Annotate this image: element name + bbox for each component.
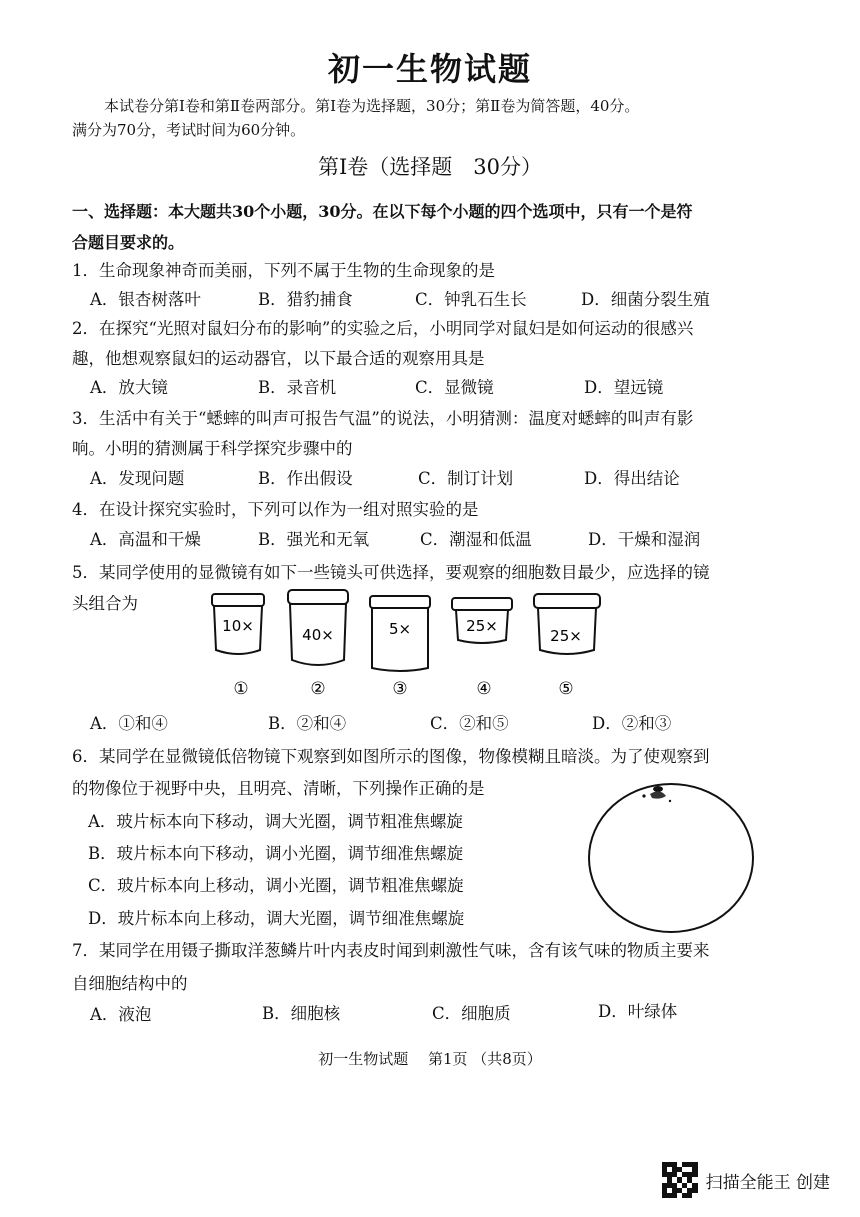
question-6-stem-1: 6．某同学在显微镜低倍物镜下观察到如图所示的图像，物像模糊且暗淡。为了使观察到: [72, 747, 710, 766]
lens-1-num: ①: [233, 679, 249, 699]
q7-option-b: B．细胞核: [262, 1004, 341, 1023]
scanner-watermark: [662, 1162, 830, 1198]
lens-figure: [200, 584, 620, 704]
qr-code-icon: [662, 1162, 698, 1198]
q2-option-d: D．望远镜: [584, 378, 664, 397]
q1-option-c: C．钟乳石生长: [415, 290, 527, 309]
q3-option-c: C．制订计划: [418, 469, 514, 488]
q3-option-d: D．得出结论: [584, 469, 680, 488]
q7-option-a: A．液泡: [90, 1005, 152, 1024]
q6-option-c: C．玻片标本向上移动，调小光圈，调节粗准焦螺旋: [88, 876, 464, 895]
question-1-stem: 1．生命现象神奇而美丽，下列不属于生物的生命现象的是: [72, 261, 495, 280]
question-7-stem-1: 7．某同学在用镊子撕取洋葱鳞片叶内表皮时闻到刺激性气味，含有该气味的物质主要来: [72, 941, 710, 960]
intro-line-1: 本试卷分第Ⅰ卷和第Ⅱ卷两部分。第Ⅰ卷为选择题，30分；第Ⅱ卷为简答题，40分。: [104, 97, 640, 115]
page-title: 初一生物试题: [327, 50, 532, 88]
q1-option-d: D．细菌分裂生殖: [581, 290, 710, 309]
lens-3-mag: 5×: [388, 620, 412, 638]
lens-5-num: ⑤: [558, 679, 574, 699]
q3-option-a: A．发现问题: [90, 469, 185, 488]
q5-option-b: B．②和④: [268, 714, 347, 733]
q6-option-d: D．玻片标本向上移动，调大光圈，调节细准焦螺旋: [88, 909, 465, 928]
question-6-stem-2: 的物像位于视野中央，且明亮、清晰，下列操作正确的是: [72, 779, 485, 798]
lens-4-mag: 25×: [466, 617, 498, 635]
lens-5-mag: 25×: [550, 627, 582, 645]
lens-4: [452, 598, 512, 699]
q5-option-a: A．①和④: [90, 714, 168, 733]
q1-option-b: B．猎豹捕食: [258, 290, 353, 309]
q2-option-b: B．录音机: [258, 378, 337, 397]
lens-2-mag: 40×: [302, 626, 334, 644]
q6-option-b: B．玻片标本向下移动，调小光圈，调节细准焦螺旋: [88, 844, 464, 863]
lens-3-num: ③: [392, 679, 408, 699]
lens-2-num: ②: [310, 679, 326, 699]
lens-3: [370, 596, 430, 699]
lens-4-num: ④: [476, 679, 492, 699]
q3-option-b: B．作出假设: [258, 469, 353, 488]
q1-option-a: A．银杏树落叶: [90, 290, 201, 309]
q6-option-a: A．玻片标本向下移动，调大光圈，调节粗准焦螺旋: [88, 812, 463, 831]
question-3-stem-2: 响。小明的猜测属于科学探究步骤中的: [72, 439, 353, 458]
section-title: 第Ⅰ卷（选择题 30分）: [317, 155, 543, 179]
question-5-stem-2: 头组合为: [72, 594, 138, 613]
q4-option-c: C．潮湿和低温: [420, 530, 532, 549]
lens-2: [288, 590, 348, 699]
question-7-stem-2: 自细胞结构中的: [72, 974, 188, 993]
question-3-stem-1: 3．生活中有关于“蟋蟀的叫声可报告气温”的说法，小明猜测：温度对蟋蟀的叫声有影: [72, 409, 694, 428]
lens-1-mag: 10×: [222, 617, 254, 635]
q4-option-b: B．强光和无氧: [258, 530, 370, 549]
watermark-text: 扫描全能王 创建: [705, 1172, 830, 1193]
question-5-stem-1: 5．某同学使用的显微镜有如下一些镜头可供选择，要观察的细胞数目最少，应选择的镜: [72, 563, 710, 582]
intro-line-2: 满分为70分，考试时间为60分钟。: [72, 121, 306, 139]
q5-option-c: C．②和⑤: [430, 714, 509, 733]
q7-option-d: D．叶绿体: [598, 1002, 678, 1021]
lens-1: [212, 594, 264, 699]
question-2-stem-2: 趣，他想观察鼠妇的运动器官，以下最合适的观察用具是: [72, 349, 485, 368]
question-4-stem: 4．在设计探究实验时，下列可以作为一组对照实验的是: [72, 500, 479, 519]
q4-option-a: A．高温和干燥: [90, 530, 201, 549]
q4-option-d: D．干燥和湿润: [588, 530, 701, 549]
part-heading-line-2: 合题目要求的。: [72, 233, 185, 252]
question-2-stem-1: 2．在探究“光照对鼠妇分布的影响”的实验之后，小明同学对鼠妇是如何运动的很感兴: [72, 319, 694, 338]
q2-option-a: A．放大镜: [90, 378, 168, 397]
q5-option-d: D．②和③: [592, 714, 672, 733]
q2-option-c: C．显微镜: [415, 378, 494, 397]
q7-option-c: C．细胞质: [432, 1004, 511, 1023]
part-heading-line-1: 一、选择题：本大题共30个小题，30分。在以下每个小题的四个选项中，只有一个是符: [72, 202, 693, 221]
page-footer: 初一生物试题 第1页 （共8页）: [318, 1050, 542, 1068]
microscope-view-figure: [586, 774, 776, 934]
lens-5: [534, 594, 600, 699]
